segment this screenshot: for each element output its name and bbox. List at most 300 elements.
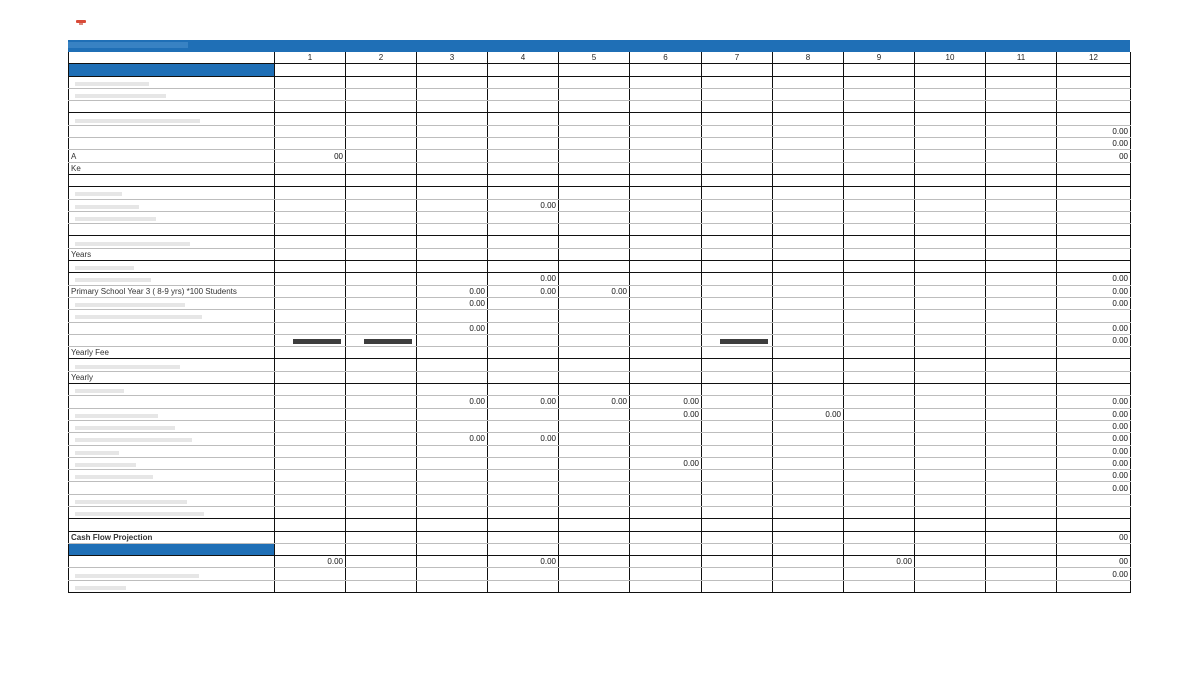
data-cell[interactable] bbox=[559, 470, 630, 482]
section-header-cell[interactable] bbox=[69, 543, 275, 555]
data-cell[interactable] bbox=[773, 519, 844, 531]
data-cell[interactable] bbox=[346, 568, 417, 580]
row-label[interactable] bbox=[69, 236, 275, 248]
data-cell[interactable] bbox=[773, 125, 844, 137]
data-cell[interactable] bbox=[986, 334, 1057, 346]
data-cell[interactable] bbox=[417, 174, 488, 186]
data-cell[interactable]: 0.00 bbox=[488, 273, 559, 285]
data-cell[interactable] bbox=[844, 187, 915, 199]
row-label[interactable] bbox=[69, 297, 275, 309]
data-cell[interactable] bbox=[488, 236, 559, 248]
data-cell[interactable] bbox=[346, 359, 417, 371]
data-cell[interactable] bbox=[488, 420, 559, 432]
data-cell[interactable] bbox=[275, 506, 346, 518]
data-cell[interactable] bbox=[1057, 199, 1131, 211]
data-cell[interactable] bbox=[630, 543, 702, 555]
data-cell[interactable] bbox=[986, 506, 1057, 518]
data-cell[interactable] bbox=[986, 199, 1057, 211]
data-cell[interactable] bbox=[630, 310, 702, 322]
data-cell[interactable] bbox=[915, 138, 986, 150]
data-cell[interactable] bbox=[986, 470, 1057, 482]
data-cell[interactable] bbox=[275, 396, 346, 408]
data-cell[interactable] bbox=[844, 470, 915, 482]
data-cell[interactable] bbox=[986, 384, 1057, 396]
data-cell[interactable] bbox=[844, 224, 915, 236]
data-cell[interactable] bbox=[559, 420, 630, 432]
column-header-7[interactable]: 7 bbox=[702, 52, 773, 64]
data-cell[interactable] bbox=[915, 150, 986, 162]
data-cell[interactable] bbox=[275, 174, 346, 186]
data-cell[interactable] bbox=[915, 433, 986, 445]
data-cell[interactable]: 0.00 bbox=[1057, 482, 1131, 494]
data-cell[interactable] bbox=[702, 433, 773, 445]
data-cell[interactable]: 0.00 bbox=[417, 322, 488, 334]
data-cell[interactable] bbox=[915, 494, 986, 506]
data-cell[interactable] bbox=[346, 162, 417, 174]
data-cell[interactable] bbox=[1057, 174, 1131, 186]
data-cell[interactable]: 00 bbox=[1057, 150, 1131, 162]
data-cell[interactable] bbox=[844, 384, 915, 396]
data-cell[interactable] bbox=[702, 285, 773, 297]
data-cell[interactable] bbox=[986, 359, 1057, 371]
data-cell[interactable] bbox=[702, 408, 773, 420]
data-cell[interactable] bbox=[702, 125, 773, 137]
data-cell[interactable] bbox=[915, 543, 986, 555]
row-label[interactable] bbox=[69, 384, 275, 396]
data-cell[interactable] bbox=[275, 236, 346, 248]
data-cell[interactable] bbox=[417, 371, 488, 383]
data-cell[interactable] bbox=[1057, 113, 1131, 125]
data-cell[interactable] bbox=[630, 371, 702, 383]
data-cell[interactable] bbox=[915, 445, 986, 457]
data-cell[interactable] bbox=[915, 482, 986, 494]
data-cell[interactable] bbox=[275, 543, 346, 555]
data-cell[interactable] bbox=[702, 396, 773, 408]
row-label[interactable] bbox=[69, 199, 275, 211]
data-cell[interactable]: 0.00 bbox=[1057, 445, 1131, 457]
data-cell[interactable] bbox=[844, 113, 915, 125]
data-cell[interactable] bbox=[275, 470, 346, 482]
data-cell[interactable] bbox=[844, 568, 915, 580]
row-label[interactable] bbox=[69, 113, 275, 125]
data-cell[interactable] bbox=[773, 211, 844, 223]
data-cell[interactable] bbox=[702, 384, 773, 396]
data-cell[interactable] bbox=[702, 211, 773, 223]
data-cell[interactable] bbox=[773, 334, 844, 346]
data-cell[interactable] bbox=[488, 543, 559, 555]
data-cell[interactable] bbox=[1057, 543, 1131, 555]
data-cell[interactable] bbox=[773, 310, 844, 322]
data-cell[interactable] bbox=[986, 285, 1057, 297]
data-cell[interactable] bbox=[559, 236, 630, 248]
data-cell[interactable] bbox=[417, 261, 488, 273]
data-cell[interactable] bbox=[702, 236, 773, 248]
data-cell[interactable] bbox=[773, 445, 844, 457]
row-label[interactable] bbox=[69, 322, 275, 334]
data-cell[interactable] bbox=[559, 482, 630, 494]
data-cell[interactable] bbox=[773, 248, 844, 260]
data-cell[interactable]: 00 bbox=[275, 150, 346, 162]
data-cell[interactable] bbox=[773, 494, 844, 506]
column-header-8[interactable]: 8 bbox=[773, 52, 844, 64]
data-cell[interactable] bbox=[346, 211, 417, 223]
data-cell[interactable] bbox=[844, 261, 915, 273]
row-label[interactable] bbox=[69, 310, 275, 322]
data-cell[interactable] bbox=[346, 138, 417, 150]
data-cell[interactable] bbox=[630, 297, 702, 309]
data-cell[interactable] bbox=[773, 347, 844, 359]
data-cell[interactable] bbox=[702, 519, 773, 531]
data-cell[interactable] bbox=[488, 384, 559, 396]
data-cell[interactable] bbox=[986, 248, 1057, 260]
data-cell[interactable] bbox=[773, 359, 844, 371]
data-cell[interactable] bbox=[488, 580, 559, 592]
data-cell[interactable] bbox=[275, 224, 346, 236]
data-cell[interactable] bbox=[630, 236, 702, 248]
data-cell[interactable] bbox=[773, 580, 844, 592]
row-label[interactable] bbox=[69, 88, 275, 100]
data-cell[interactable] bbox=[275, 76, 346, 88]
data-cell[interactable] bbox=[1057, 519, 1131, 531]
data-cell[interactable] bbox=[559, 248, 630, 260]
data-cell[interactable] bbox=[986, 556, 1057, 568]
data-cell[interactable] bbox=[559, 371, 630, 383]
data-cell[interactable] bbox=[1057, 506, 1131, 518]
data-cell[interactable] bbox=[488, 482, 559, 494]
data-cell[interactable] bbox=[844, 199, 915, 211]
data-cell[interactable] bbox=[915, 310, 986, 322]
data-cell[interactable] bbox=[346, 125, 417, 137]
row-label[interactable] bbox=[69, 187, 275, 199]
data-cell[interactable] bbox=[488, 457, 559, 469]
data-cell[interactable] bbox=[915, 125, 986, 137]
data-cell[interactable] bbox=[773, 64, 844, 76]
data-cell[interactable] bbox=[275, 285, 346, 297]
data-cell[interactable] bbox=[559, 384, 630, 396]
data-cell[interactable] bbox=[417, 162, 488, 174]
data-cell[interactable] bbox=[702, 224, 773, 236]
data-cell[interactable] bbox=[630, 187, 702, 199]
data-cell[interactable] bbox=[275, 519, 346, 531]
data-cell[interactable] bbox=[275, 138, 346, 150]
data-cell[interactable] bbox=[275, 347, 346, 359]
data-cell[interactable] bbox=[986, 261, 1057, 273]
data-cell[interactable] bbox=[986, 433, 1057, 445]
data-cell[interactable] bbox=[844, 310, 915, 322]
data-cell[interactable] bbox=[488, 347, 559, 359]
data-cell[interactable] bbox=[630, 199, 702, 211]
data-cell[interactable] bbox=[346, 334, 417, 346]
row-label[interactable] bbox=[69, 273, 275, 285]
data-cell[interactable] bbox=[915, 359, 986, 371]
data-cell[interactable] bbox=[915, 113, 986, 125]
data-cell[interactable] bbox=[702, 150, 773, 162]
data-cell[interactable] bbox=[488, 224, 559, 236]
data-cell[interactable] bbox=[346, 187, 417, 199]
row-label[interactable] bbox=[69, 494, 275, 506]
data-cell[interactable] bbox=[559, 273, 630, 285]
data-cell[interactable] bbox=[559, 457, 630, 469]
data-cell[interactable] bbox=[915, 408, 986, 420]
row-label[interactable]: Ke bbox=[69, 162, 275, 174]
data-cell[interactable] bbox=[417, 408, 488, 420]
data-cell[interactable]: 0.00 bbox=[1057, 322, 1131, 334]
data-cell[interactable] bbox=[986, 236, 1057, 248]
row-label[interactable]: Yearly bbox=[69, 371, 275, 383]
data-cell[interactable] bbox=[417, 150, 488, 162]
data-cell[interactable] bbox=[346, 150, 417, 162]
data-cell[interactable] bbox=[488, 371, 559, 383]
row-label[interactable]: Cash Flow Projection bbox=[69, 531, 275, 543]
data-cell[interactable] bbox=[488, 310, 559, 322]
data-cell[interactable] bbox=[915, 261, 986, 273]
data-cell[interactable] bbox=[844, 494, 915, 506]
data-cell[interactable] bbox=[275, 187, 346, 199]
column-header-5[interactable]: 5 bbox=[559, 52, 630, 64]
data-cell[interactable] bbox=[844, 359, 915, 371]
data-cell[interactable] bbox=[702, 482, 773, 494]
row-label[interactable] bbox=[69, 174, 275, 186]
data-cell[interactable] bbox=[1057, 580, 1131, 592]
column-header-9[interactable]: 9 bbox=[844, 52, 915, 64]
data-cell[interactable] bbox=[702, 556, 773, 568]
data-cell[interactable] bbox=[773, 556, 844, 568]
data-cell[interactable] bbox=[346, 457, 417, 469]
data-cell[interactable] bbox=[275, 113, 346, 125]
data-cell[interactable] bbox=[630, 101, 702, 113]
data-cell[interactable] bbox=[986, 420, 1057, 432]
data-cell[interactable] bbox=[773, 273, 844, 285]
data-cell[interactable] bbox=[844, 396, 915, 408]
data-cell[interactable] bbox=[275, 580, 346, 592]
data-cell[interactable] bbox=[773, 433, 844, 445]
data-cell[interactable] bbox=[346, 470, 417, 482]
data-cell[interactable] bbox=[702, 273, 773, 285]
data-cell[interactable] bbox=[1057, 347, 1131, 359]
data-cell[interactable] bbox=[986, 310, 1057, 322]
data-cell[interactable]: 0.00 bbox=[1057, 457, 1131, 469]
data-cell[interactable] bbox=[630, 211, 702, 223]
data-cell[interactable] bbox=[417, 273, 488, 285]
data-cell[interactable] bbox=[346, 199, 417, 211]
data-cell[interactable] bbox=[702, 297, 773, 309]
data-cell[interactable] bbox=[702, 310, 773, 322]
data-cell[interactable] bbox=[986, 531, 1057, 543]
data-cell[interactable] bbox=[1057, 261, 1131, 273]
data-cell[interactable] bbox=[844, 445, 915, 457]
row-label[interactable]: Primary School Year 3 ( 8-9 yrs) *100 Students bbox=[69, 285, 275, 297]
data-cell[interactable] bbox=[417, 310, 488, 322]
data-cell[interactable] bbox=[488, 101, 559, 113]
data-cell[interactable] bbox=[488, 261, 559, 273]
data-cell[interactable]: 0.00 bbox=[488, 396, 559, 408]
data-cell[interactable] bbox=[844, 580, 915, 592]
data-cell[interactable] bbox=[844, 273, 915, 285]
data-cell[interactable] bbox=[559, 187, 630, 199]
data-cell[interactable] bbox=[630, 420, 702, 432]
data-cell[interactable] bbox=[702, 568, 773, 580]
data-cell[interactable] bbox=[346, 88, 417, 100]
data-cell[interactable] bbox=[986, 457, 1057, 469]
data-cell[interactable] bbox=[275, 322, 346, 334]
data-cell[interactable] bbox=[275, 531, 346, 543]
data-cell[interactable] bbox=[488, 248, 559, 260]
data-cell[interactable] bbox=[702, 138, 773, 150]
row-label[interactable] bbox=[69, 445, 275, 457]
row-label[interactable]: Yearly Fee bbox=[69, 347, 275, 359]
data-cell[interactable] bbox=[986, 297, 1057, 309]
data-cell[interactable] bbox=[702, 334, 773, 346]
data-cell[interactable] bbox=[773, 174, 844, 186]
data-cell[interactable] bbox=[844, 457, 915, 469]
row-label[interactable] bbox=[69, 506, 275, 518]
data-cell[interactable] bbox=[702, 445, 773, 457]
data-cell[interactable] bbox=[346, 322, 417, 334]
data-cell[interactable] bbox=[275, 433, 346, 445]
data-cell[interactable] bbox=[630, 568, 702, 580]
column-header-11[interactable]: 11 bbox=[986, 52, 1057, 64]
data-cell[interactable] bbox=[630, 125, 702, 137]
data-cell[interactable] bbox=[630, 470, 702, 482]
data-cell[interactable] bbox=[559, 359, 630, 371]
data-cell[interactable] bbox=[915, 556, 986, 568]
data-cell[interactable] bbox=[488, 76, 559, 88]
data-cell[interactable] bbox=[346, 384, 417, 396]
data-cell[interactable]: 0.00 bbox=[488, 285, 559, 297]
data-cell[interactable] bbox=[1057, 494, 1131, 506]
data-cell[interactable]: 0.00 bbox=[488, 199, 559, 211]
column-header-6[interactable]: 6 bbox=[630, 52, 702, 64]
column-header-3[interactable]: 3 bbox=[417, 52, 488, 64]
data-cell[interactable] bbox=[915, 347, 986, 359]
data-cell[interactable] bbox=[986, 482, 1057, 494]
data-cell[interactable] bbox=[630, 113, 702, 125]
data-cell[interactable] bbox=[773, 396, 844, 408]
data-cell[interactable] bbox=[630, 494, 702, 506]
data-cell[interactable] bbox=[773, 543, 844, 555]
data-cell[interactable] bbox=[559, 162, 630, 174]
data-cell[interactable] bbox=[986, 580, 1057, 592]
data-cell[interactable] bbox=[346, 519, 417, 531]
data-cell[interactable] bbox=[773, 76, 844, 88]
data-cell[interactable] bbox=[702, 359, 773, 371]
data-cell[interactable] bbox=[844, 236, 915, 248]
data-cell[interactable] bbox=[346, 261, 417, 273]
data-cell[interactable] bbox=[559, 506, 630, 518]
data-cell[interactable] bbox=[559, 531, 630, 543]
data-cell[interactable] bbox=[559, 211, 630, 223]
data-cell[interactable]: 0.00 bbox=[417, 285, 488, 297]
data-cell[interactable] bbox=[346, 113, 417, 125]
data-cell[interactable] bbox=[630, 138, 702, 150]
data-cell[interactable] bbox=[417, 125, 488, 137]
data-cell[interactable] bbox=[346, 408, 417, 420]
data-cell[interactable] bbox=[702, 543, 773, 555]
column-header-1[interactable]: 1 bbox=[275, 52, 346, 64]
data-cell[interactable] bbox=[702, 76, 773, 88]
data-cell[interactable] bbox=[986, 174, 1057, 186]
row-label[interactable] bbox=[69, 334, 275, 346]
data-cell[interactable] bbox=[275, 88, 346, 100]
data-cell[interactable] bbox=[488, 408, 559, 420]
data-cell[interactable] bbox=[773, 322, 844, 334]
data-cell[interactable] bbox=[773, 88, 844, 100]
data-cell[interactable] bbox=[346, 420, 417, 432]
column-header-12[interactable]: 12 bbox=[1057, 52, 1131, 64]
data-cell[interactable]: 0.00 bbox=[275, 556, 346, 568]
data-cell[interactable] bbox=[1057, 384, 1131, 396]
data-cell[interactable] bbox=[346, 531, 417, 543]
data-cell[interactable] bbox=[773, 199, 844, 211]
data-cell[interactable] bbox=[559, 445, 630, 457]
data-cell[interactable] bbox=[559, 88, 630, 100]
data-cell[interactable]: 0.00 bbox=[1057, 297, 1131, 309]
data-cell[interactable] bbox=[915, 334, 986, 346]
data-cell[interactable] bbox=[559, 519, 630, 531]
data-cell[interactable] bbox=[488, 322, 559, 334]
data-cell[interactable] bbox=[702, 261, 773, 273]
data-cell[interactable] bbox=[346, 433, 417, 445]
data-cell[interactable] bbox=[488, 334, 559, 346]
data-cell[interactable] bbox=[773, 113, 844, 125]
data-cell[interactable] bbox=[702, 580, 773, 592]
data-cell[interactable] bbox=[773, 236, 844, 248]
data-cell[interactable] bbox=[915, 211, 986, 223]
data-cell[interactable] bbox=[417, 543, 488, 555]
data-cell[interactable] bbox=[275, 482, 346, 494]
data-cell[interactable] bbox=[844, 76, 915, 88]
data-cell[interactable] bbox=[844, 248, 915, 260]
data-cell[interactable]: 0.00 bbox=[1057, 334, 1131, 346]
data-cell[interactable] bbox=[417, 187, 488, 199]
data-cell[interactable] bbox=[630, 322, 702, 334]
data-cell[interactable] bbox=[559, 138, 630, 150]
data-cell[interactable] bbox=[702, 506, 773, 518]
data-cell[interactable] bbox=[915, 187, 986, 199]
data-cell[interactable] bbox=[417, 506, 488, 518]
data-cell[interactable]: 00 bbox=[1057, 531, 1131, 543]
data-cell[interactable] bbox=[915, 519, 986, 531]
data-cell[interactable] bbox=[346, 273, 417, 285]
data-cell[interactable] bbox=[346, 174, 417, 186]
column-header-2[interactable]: 2 bbox=[346, 52, 417, 64]
data-cell[interactable] bbox=[630, 285, 702, 297]
data-cell[interactable] bbox=[986, 76, 1057, 88]
data-cell[interactable] bbox=[915, 371, 986, 383]
data-cell[interactable] bbox=[986, 113, 1057, 125]
data-cell[interactable] bbox=[844, 125, 915, 137]
data-cell[interactable] bbox=[417, 236, 488, 248]
data-cell[interactable]: 0.00 bbox=[630, 408, 702, 420]
data-cell[interactable] bbox=[275, 101, 346, 113]
data-cell[interactable] bbox=[275, 310, 346, 322]
data-cell[interactable] bbox=[915, 396, 986, 408]
data-cell[interactable] bbox=[702, 88, 773, 100]
row-label[interactable] bbox=[69, 470, 275, 482]
data-cell[interactable] bbox=[346, 556, 417, 568]
data-cell[interactable] bbox=[702, 494, 773, 506]
row-label[interactable] bbox=[69, 556, 275, 568]
data-cell[interactable] bbox=[844, 408, 915, 420]
data-cell[interactable] bbox=[702, 64, 773, 76]
data-cell[interactable] bbox=[275, 334, 346, 346]
data-cell[interactable] bbox=[630, 445, 702, 457]
data-cell[interactable] bbox=[844, 482, 915, 494]
data-cell[interactable] bbox=[844, 519, 915, 531]
data-cell[interactable] bbox=[702, 101, 773, 113]
data-cell[interactable] bbox=[844, 371, 915, 383]
data-cell[interactable] bbox=[559, 580, 630, 592]
